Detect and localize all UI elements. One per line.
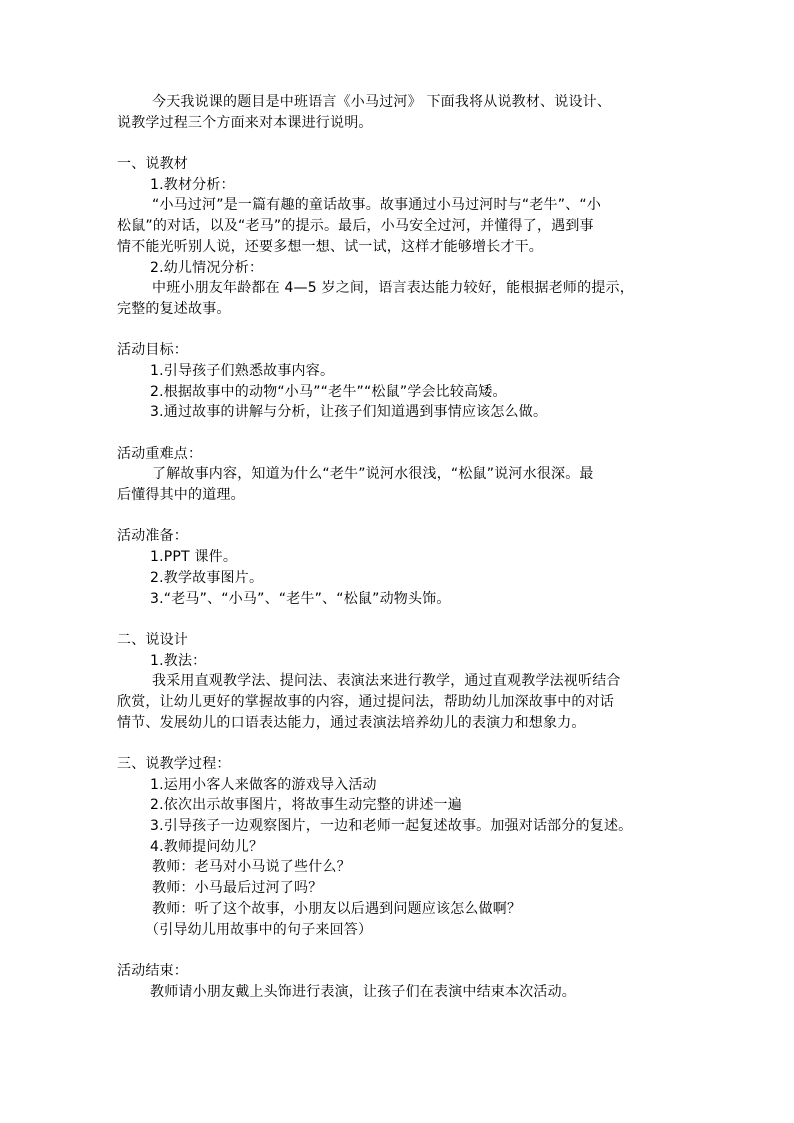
intro-line-2: 说教学过程三个方面来对本课进行说明。 — [117, 114, 373, 131]
section-1-item-1-line-2: 松鼠”的对话，以及“老马”的提示。最后，小马安全过河，并懂得了，遇到事 — [117, 218, 594, 235]
prep-item-2: 2.教学故事图片。 — [150, 569, 264, 586]
goals-item-3: 3.通过故事的讲解与分析，让孩子们知道遇到事情应该怎么做。 — [150, 404, 548, 421]
section-1-item-1-line-1: “小马过河”是一篇有趣的童话故事。故事通过小马过河时与“老牛”、“小 — [152, 197, 602, 214]
section-2-heading: 二、说设计 — [117, 631, 188, 648]
spacer — [117, 609, 692, 630]
keypoints-line-1: 了解故事内容，知道为什么“老牛”说河水很浅，“松鼠”说河水很深。最 — [152, 466, 594, 483]
section-3-item-2: 2.依次出示故事图片，将故事生动完整的讲述一遍 — [150, 797, 462, 814]
spacer — [117, 320, 692, 341]
spacer — [117, 733, 692, 754]
spacer — [117, 133, 692, 154]
intro-line-1: 今天我说课的题目是中班语言《小马过河》 下面我将从说教材、说设计、 — [152, 94, 612, 110]
goals-item-1: 1.引导孩子们熟悉故事内容。 — [150, 362, 335, 379]
section-3-item-3: 3.引导孩子一边观察图片，一边和老师一起复述故事。加强对话部分的复述。 — [150, 818, 633, 835]
spacer — [117, 423, 692, 444]
ending-line: 教师请小朋友戴上头饰进行表演，让孩子们在表演中结束本次活动。 — [150, 983, 576, 1000]
section-3-heading: 三、说教学过程： — [117, 756, 231, 772]
section-3-note: （引导幼儿用故事中的句子来回答） — [145, 921, 373, 938]
section-1-item-2-label: 2.幼儿情况分析： — [150, 259, 264, 276]
section-3-question-1: 教师：老马对小马说了些什么？ — [152, 859, 351, 876]
prep-item-1: 1.PPT 课件。 — [150, 549, 238, 566]
prep-heading: 活动准备： — [117, 528, 188, 545]
section-1-item-2-line-1: 中班小朋友年龄都在 4—5 岁之间，语言表达能力较好，能根据老师的提示， — [152, 280, 634, 297]
section-1-item-1-line-3: 情不能光听别人说，还要多想一想、试一试，这样才能够增长才干。 — [117, 238, 543, 255]
section-3-question-3: 教师：听了这个故事，小朋友以后遇到问题应该怎么做啊？ — [152, 900, 522, 917]
keypoints-line-2: 后懂得其中的道理。 — [117, 487, 245, 504]
keypoints-heading: 活动重难点： — [117, 445, 203, 462]
section-3-item-1: 1.运用小客人来做客的游戏导入活动 — [150, 776, 377, 793]
section-2-line-3: 情节、发展幼儿的口语表达能力，通过表演法培养幼儿的表演力和想象力。 — [117, 714, 586, 731]
document-body — [117, 92, 692, 1002]
section-1-item-1-label: 1.教材分析： — [150, 176, 235, 193]
section-1-item-2-line-2: 完整的复述故事。 — [117, 300, 231, 317]
prep-item-3: 3.“老马”、“小马”、“老牛”、“松鼠”动物头饰。 — [150, 590, 451, 607]
section-1-heading: 一、说教材 — [117, 156, 188, 173]
goals-heading: 活动目标： — [117, 342, 188, 359]
ending-heading: 活动结束： — [117, 962, 188, 979]
spacer — [117, 940, 692, 961]
section-3-item-4: 4.教师提问幼儿？ — [150, 838, 264, 855]
spacer — [117, 506, 692, 527]
section-3-question-2: 教师：小马最后过河了吗？ — [152, 880, 323, 897]
section-2-line-2: 欣赏，让幼儿更好的掌握故事的内容，通过提问法，帮助幼儿加深故事中的对话 — [117, 693, 614, 710]
section-2-item-1-label: 1.教法： — [150, 652, 207, 669]
goals-item-2: 2.根据故事中的动物“小马”“老牛”“松鼠”学会比较高矮。 — [150, 383, 507, 400]
section-2-line-1: 我采用直观教学法、提问法、表演法来进行教学，通过直观教学法视听结合 — [152, 673, 621, 690]
